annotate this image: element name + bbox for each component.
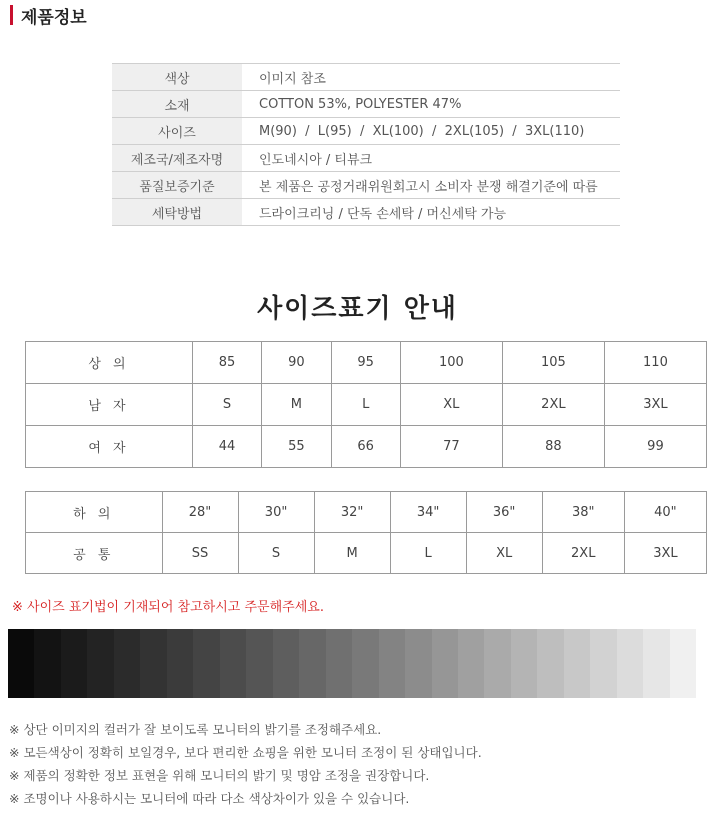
info-key: 색상 [112,64,242,91]
grayscale-step [537,629,563,698]
info-value: COTTON 53%, POLYESTER 47% [242,91,620,118]
info-row [112,172,620,199]
info-key: 사이즈 [112,118,242,145]
table-cell: 88 [502,426,604,468]
grayscale-step [617,629,643,698]
table-cell: 55 [262,426,331,468]
info-row [112,91,620,118]
info-key: 소재 [112,91,242,118]
table-cell: 95 [331,342,400,384]
grayscale-step [114,629,140,698]
grayscale-step [352,629,378,698]
table-cell: 여 자 [26,426,193,468]
info-value: 이미지 참조 [242,64,620,91]
info-row [112,118,620,145]
table-cell: 66 [331,426,400,468]
grayscale-step [8,629,34,698]
table-cell: 하 의 [26,492,163,533]
note-line: ※ 제품의 정확한 정보 표현을 위해 모니터의 밝기 및 명암 조정을 권장합니다. [9,768,430,783]
table-cell: 90 [262,342,331,384]
table-cell: 44 [192,426,261,468]
bottom-size-table [25,491,707,574]
table-cell: XL [466,533,542,574]
table-cell: 40" [624,492,706,533]
grayscale-step [326,629,352,698]
grayscale-step [643,629,669,698]
table-cell: XL [400,384,502,426]
grayscale-step [61,629,87,698]
grayscale-step [273,629,299,698]
table-cell: 32" [314,492,390,533]
grayscale-step [193,629,219,698]
grayscale-step [590,629,616,698]
grayscale-step [246,629,272,698]
table-cell: S [238,533,314,574]
grayscale-step [432,629,458,698]
table-cell: 2XL [542,533,624,574]
grayscale-step [405,629,431,698]
grayscale-calibration-strip [8,629,696,698]
info-key: 세탁방법 [112,199,242,226]
section-header [10,2,87,28]
grayscale-step [299,629,325,698]
info-value: 본 제품은 공정거래위원회고시 소비자 분쟁 해결기준에 따름 [242,172,620,199]
grayscale-step [458,629,484,698]
product-info-table [112,63,620,226]
grayscale-step [140,629,166,698]
grayscale-step [34,629,60,698]
table-cell: 30" [238,492,314,533]
table-cell: M [262,384,331,426]
table-cell: L [331,384,400,426]
table-cell: 남 자 [26,384,193,426]
note-line: ※ 조명이나 사용하시는 모니터에 따라 다소 색상차이가 있을 수 있습니다. [9,791,410,806]
accent-bar [10,5,13,25]
top-size-table [25,341,707,468]
info-value: M(90) / L(95) / XL(100) / 2XL(105) / 3XL(110) [242,118,620,145]
grayscale-step [167,629,193,698]
table-header-row [26,342,707,384]
monitor-notes [9,718,482,810]
table-cell: 36" [466,492,542,533]
table-cell: 38" [542,492,624,533]
table-cell: 105 [502,342,604,384]
table-header-row [26,492,707,533]
table-cell: L [390,533,466,574]
info-row [112,199,620,226]
grayscale-step [511,629,537,698]
size-notice: ※ 사이즈 표기법이 기재되어 참고하시고 주문해주세요. [12,600,324,615]
info-key: 품질보증기준 [112,172,242,199]
info-value: 인도네시아 / 티뷰크 [242,145,620,172]
size-guide-title: 사이즈표기 안내 [257,294,458,324]
table-cell: 110 [604,342,706,384]
table-cell: S [192,384,261,426]
table-cell: 77 [400,426,502,468]
table-cell: 3XL [604,384,706,426]
table-cell: M [314,533,390,574]
grayscale-step [87,629,113,698]
info-key: 제조국/제조자명 [112,145,242,172]
note-line: ※ 모든색상이 정확히 보일경우, 보다 편리한 쇼핑을 위한 모니터 조정이 된 상태입니다. [9,745,482,760]
grayscale-step [484,629,510,698]
table-cell: 28" [162,492,238,533]
table-cell: 100 [400,342,502,384]
table-row [26,426,707,468]
table-row [26,384,707,426]
table-cell: 공 통 [26,533,163,574]
table-cell: 3XL [624,533,706,574]
table-row [26,533,707,574]
info-value: 드라이크리닝 / 단독 손세탁 / 머신세탁 가능 [242,199,620,226]
info-row [112,145,620,172]
grayscale-step [379,629,405,698]
table-cell: 99 [604,426,706,468]
table-cell: 2XL [502,384,604,426]
grayscale-step [564,629,590,698]
info-row [112,64,620,91]
table-cell: SS [162,533,238,574]
note-line: ※ 상단 이미지의 컬러가 잘 보이도록 모니터의 밝기를 조정해주세요. [9,722,382,737]
section-title: 제품정보 [21,7,87,28]
grayscale-step [220,629,246,698]
grayscale-step [670,629,696,698]
table-cell: 34" [390,492,466,533]
table-cell: 85 [192,342,261,384]
table-cell: 상 의 [26,342,193,384]
